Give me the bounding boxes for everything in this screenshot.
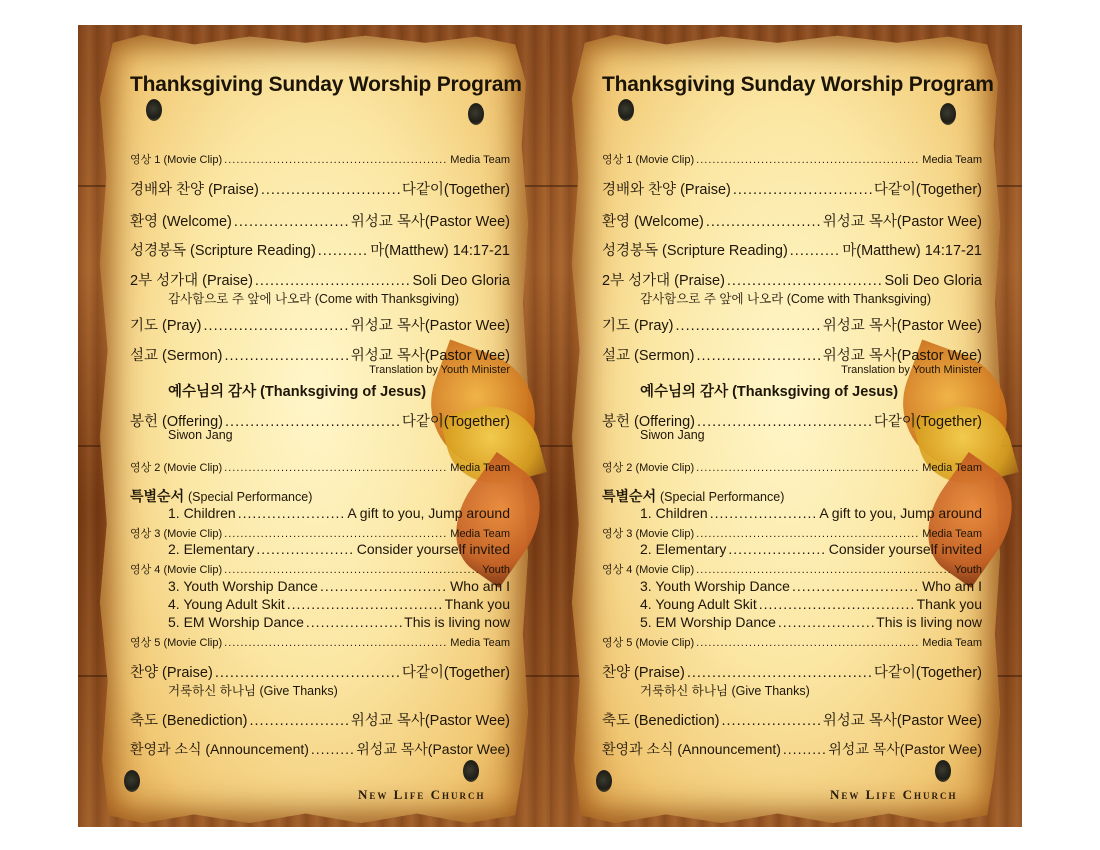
sermon-title: 예수님의 감사 (Thanksgiving of Jesus) xyxy=(640,384,899,400)
praise-song: 거룩하신 하나님 (Give Thanks) xyxy=(168,684,338,698)
program-item: 기도 (Pray) ..... 위성교 목사(Pastor Wee) xyxy=(602,314,982,335)
program-item: 축도 (Benediction) ..... 위성교 목사(Pastor Wee) xyxy=(602,709,982,730)
program-item: 찬양 (Praise) ..... 다같이(Together) xyxy=(602,661,982,682)
program-item: 찬양 (Praise) ..... 다같이(Together) xyxy=(130,661,510,682)
special-row: 3. Youth Worship Dance ..... Who am I xyxy=(640,578,982,594)
program-panel-left xyxy=(78,25,550,827)
program-item: 설교 (Sermon) ..... 위성교 목사(Pastor Wee) xyxy=(130,344,510,365)
special-row: 영상 5 (Movie Clip) ..... Media Team xyxy=(602,634,982,650)
program-item: 2부 성가대 (Praise) ..... Soli Deo Gloria xyxy=(602,269,982,290)
program-item: 설교 (Sermon) ..... 위성교 목사(Pastor Wee) xyxy=(602,344,982,365)
special-row: 영상 4 (Movie Clip) ..... Youth xyxy=(602,561,982,577)
program-panel-right xyxy=(550,25,1022,827)
special-row: 5. EM Worship Dance ..... This is living now xyxy=(640,614,982,630)
special-row: 4. Young Adult Skit ..... Thank you xyxy=(168,596,510,612)
special-row: 2. Elementary ..... Consider yourself invited xyxy=(640,541,982,557)
program-title: Thanksgiving Sunday Worship Program xyxy=(130,73,522,96)
program-item: 경배와 찬양 (Praise) ..... 다같이(Together) xyxy=(130,178,510,199)
program-item: 환영과 소식 (Announcement) ..... 위성교 목사(Pastor Wee) xyxy=(602,739,982,759)
special-row: 영상 5 (Movie Clip) ..... Media Team xyxy=(130,634,510,650)
offering-person: Siwon Jang xyxy=(640,428,705,442)
nail-hole xyxy=(940,103,956,125)
program-item: 봉헌 (Offering) ..... 다같이(Together) xyxy=(130,410,510,431)
special-row: 5. EM Worship Dance ..... This is living now xyxy=(168,614,510,630)
nail-hole xyxy=(596,770,612,792)
church-name: New Life Church xyxy=(830,787,958,802)
nail-hole xyxy=(468,103,484,125)
special-row: 영상 3 (Movie Clip) ..... Media Team xyxy=(602,525,982,541)
program-item: 환영과 소식 (Announcement) ..... 위성교 목사(Pastor Wee) xyxy=(130,739,510,759)
program-item: 성경봉독 (Scripture Reading) ..... 마(Matthew) 14:17-21 xyxy=(130,239,510,260)
praise-song: 거룩하신 하나님 (Give Thanks) xyxy=(640,684,810,698)
program-item: 2부 성가대 (Praise) ..... Soli Deo Gloria xyxy=(130,269,510,290)
special-row: 영상 3 (Movie Clip) ..... Media Team xyxy=(130,525,510,541)
nail-hole xyxy=(124,770,140,792)
special-performance-title: 특별순서 (Special Performance) xyxy=(130,488,313,504)
special-row: 2. Elementary ..... Consider yourself invited xyxy=(168,541,510,557)
program-item: 축도 (Benediction) ..... 위성교 목사(Pastor Wee) xyxy=(130,709,510,730)
special-row: 영상 4 (Movie Clip) ..... Youth xyxy=(130,561,510,577)
program-item: 경배와 찬양 (Praise) ..... 다같이(Together) xyxy=(602,178,982,199)
program-item: 영상 1 (Movie Clip) ..... Media Team xyxy=(602,151,982,167)
sermon-title: 예수님의 감사 (Thanksgiving of Jesus) xyxy=(168,384,427,400)
offering-person: Siwon Jang xyxy=(168,428,233,442)
nail-hole xyxy=(618,99,634,121)
program-item: 환영 (Welcome) ..... 위성교 목사(Pastor Wee) xyxy=(130,210,510,231)
choir-song: 감사함으로 주 앞에 나오라 (Come with Thanksgiving) xyxy=(640,292,931,306)
special-row: 1. Children ..... A gift to you, Jump around xyxy=(640,505,982,521)
nail-hole xyxy=(935,760,951,782)
church-name: New Life Church xyxy=(358,787,486,802)
special-performance-title: 특별순서 (Special Performance) xyxy=(602,488,785,504)
special-row: 1. Children ..... A gift to you, Jump around xyxy=(168,505,510,521)
special-row: 4. Young Adult Skit ..... Thank you xyxy=(640,596,982,612)
program-item: 환영 (Welcome) ..... 위성교 목사(Pastor Wee) xyxy=(602,210,982,231)
translation-note: Translation by Youth Minister xyxy=(369,364,510,376)
program-item: 봉헌 (Offering) ..... 다같이(Together) xyxy=(602,410,982,431)
program-item: 영상 2 (Movie Clip) ..... Media Team xyxy=(130,459,510,475)
program-item: 영상 2 (Movie Clip) ..... Media Team xyxy=(602,459,982,475)
program-item: 기도 (Pray) ..... 위성교 목사(Pastor Wee) xyxy=(130,314,510,335)
translation-note: Translation by Youth Minister xyxy=(841,364,982,376)
program-item: 영상 1 (Movie Clip) ..... Media Team xyxy=(130,151,510,167)
nail-hole xyxy=(146,99,162,121)
choir-song: 감사함으로 주 앞에 나오라 (Come with Thanksgiving) xyxy=(168,292,459,306)
program-item: 성경봉독 (Scripture Reading) ..... 마(Matthew) 14:17-21 xyxy=(602,239,982,260)
nail-hole xyxy=(463,760,479,782)
program-title: Thanksgiving Sunday Worship Program xyxy=(602,73,994,96)
special-row: 3. Youth Worship Dance ..... Who am I xyxy=(168,578,510,594)
